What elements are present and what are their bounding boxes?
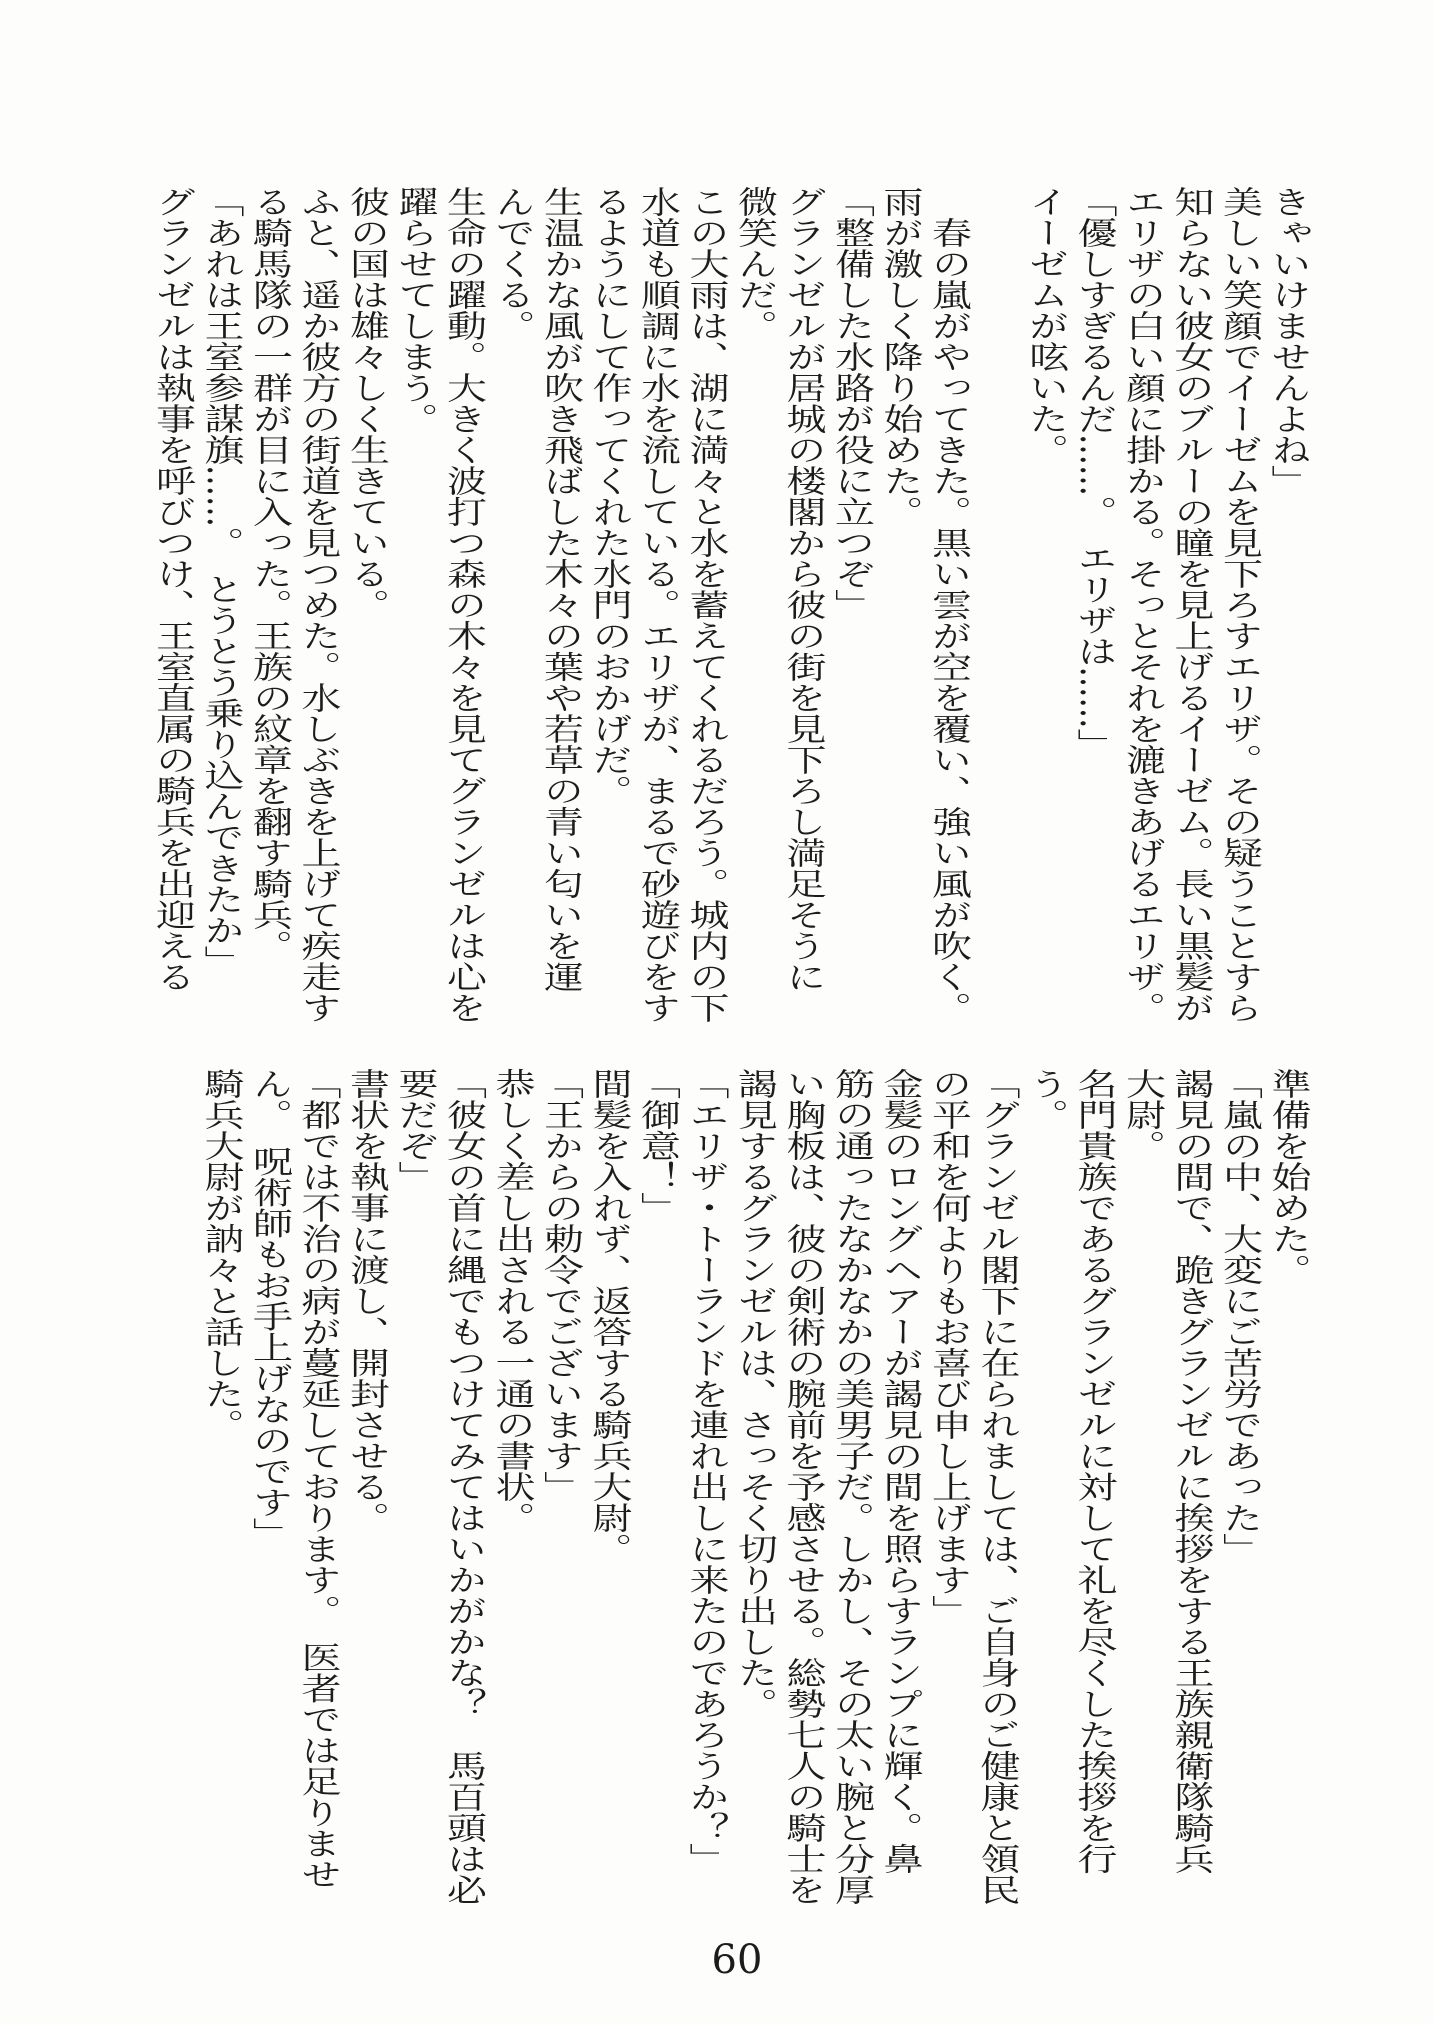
text-column: グランゼルは執事を呼びつけ、王室直属の騎兵を出迎える (149, 186, 196, 992)
page-number: 60 (711, 1937, 763, 1983)
text-column: 書状を執事に渡し、開封させる。 (343, 1068, 390, 1533)
text-column: 名門貴族であるグランゼルに対して礼を尽くした挨拶を行 (1071, 1068, 1117, 1874)
text-column: 生命の躍動。大きく波打つ森の木々を見てグランゼルは心を (440, 186, 487, 1023)
text-column: 「整備した水路が役に立つぞ」 (828, 186, 875, 620)
text-column: んでくる。 (489, 186, 535, 341)
text-column: 謁見するグランゼルは、さっそく切り出した。 (731, 1068, 778, 1719)
text-column: 彼の国は雄々しく生きている。 (343, 186, 390, 620)
text-column: 「彼女の首に縄でもつけてみてはいかがかな？ 馬百頭は必 (440, 1068, 487, 1905)
text-column: エリザの白い顔に掛かる。そっとそれを漉きあげるエリザ。 (1119, 186, 1166, 1023)
text-column: 準備を始めた。 (1265, 1068, 1311, 1285)
text-column: 要だぞ」 (392, 1068, 438, 1192)
text-column: 恭しく差し出される一通の書状。 (489, 1068, 535, 1533)
text-column: るようにして作ってくれた水門のおかげだ。 (586, 186, 632, 806)
text-column: ん。 呪術師もお手上げなのです」 (246, 1068, 293, 1549)
text-column: グランゼルが居城の楼閣から彼の街を見下ろし満足そうに (780, 186, 826, 992)
blank-column (973, 186, 1022, 1023)
text-column: 知らない彼女のブルーの瞳を見上げるイーゼム。長い黒髪が (1168, 186, 1214, 1023)
text-column: 「エリザ・トーランドを連れ出しに来たのであろうか？」 (683, 1068, 729, 1874)
text-column: 水道も順調に水を流している。エリザが、まるで砂遊びをす (634, 186, 681, 1023)
text-column: イーゼムが呟いた。 (1022, 186, 1069, 465)
text-column: 「王からの勅令でございます」 (537, 1068, 584, 1502)
text-column: 雨が激しく降り始めた。 (877, 186, 923, 527)
text-column: 「あれは王室参謀旗……。 とうとう乗り込んできたか」 (198, 186, 244, 977)
top-text-block (148, 186, 1312, 1023)
text-column: 躍らせてしまう。 (392, 186, 438, 434)
text-column: 「優しすぎるんだ……。 エリザは……」 (1071, 186, 1117, 760)
bottom-text-block (196, 1068, 1312, 1905)
text-column: 「御意！」 (634, 1068, 681, 1223)
text-column: る騎馬隊の一群が目に入った。王族の紋章を翻す騎兵。 (246, 186, 293, 961)
text-column: きゃいけませんよね」 (1265, 186, 1311, 496)
text-column: 微笑んだ。 (731, 186, 778, 341)
text-column: う。 (1022, 1068, 1069, 1130)
text-column: 美しい笑顔でイーゼムを見下ろすエリザ。その疑うことすら (1216, 186, 1263, 1023)
text-column: 大尉。 (1119, 1068, 1166, 1161)
text-column: 生温かな風が吹き飛ばした木々の葉や若草の青い匂いを運 (537, 186, 584, 992)
text-column: 「グランゼル閣下に在られましては、ご自身のご健康と領民 (974, 1068, 1020, 1905)
text-column: ふと、遥か彼方の街道を見つめた。水しぶきを上げて疾走す (295, 186, 341, 1023)
text-column: 騎兵大尉が訥々と話した。 (198, 1068, 244, 1440)
text-column: この大雨は、湖に満々と水を蓄えてくれるだろう。城内の下 (683, 186, 729, 1023)
text-column: 間髪を入れず、返答する騎兵大尉。 (586, 1068, 632, 1564)
text-column: 筋の通ったなかなかの美男子だ。しかし、その太い腕と分厚 (828, 1068, 875, 1905)
text-column: の平和を何よりもお喜び申し上げます」 (925, 1068, 972, 1626)
text-column: 金髪のロングヘアーが謁見の間を照らすランプに輝く。鼻 (877, 1068, 923, 1874)
text-column: 春の嵐がやってきた。黒い雲が空を覆い、強い風が吹く。 (925, 186, 972, 1023)
text-column: 「都では不治の病が蔓延しております。 医者では足りませ (295, 1068, 341, 1890)
text-column: 謁見の間で、跪きグランゼルに挨拶をする王族親衛隊騎兵 (1168, 1068, 1214, 1874)
text-column: い胸板は、彼の剣術の腕前を予感させる。総勢七人の騎士を (780, 1068, 826, 1905)
text-column: 「嵐の中、大変にご苦労であった」 (1216, 1068, 1263, 1564)
